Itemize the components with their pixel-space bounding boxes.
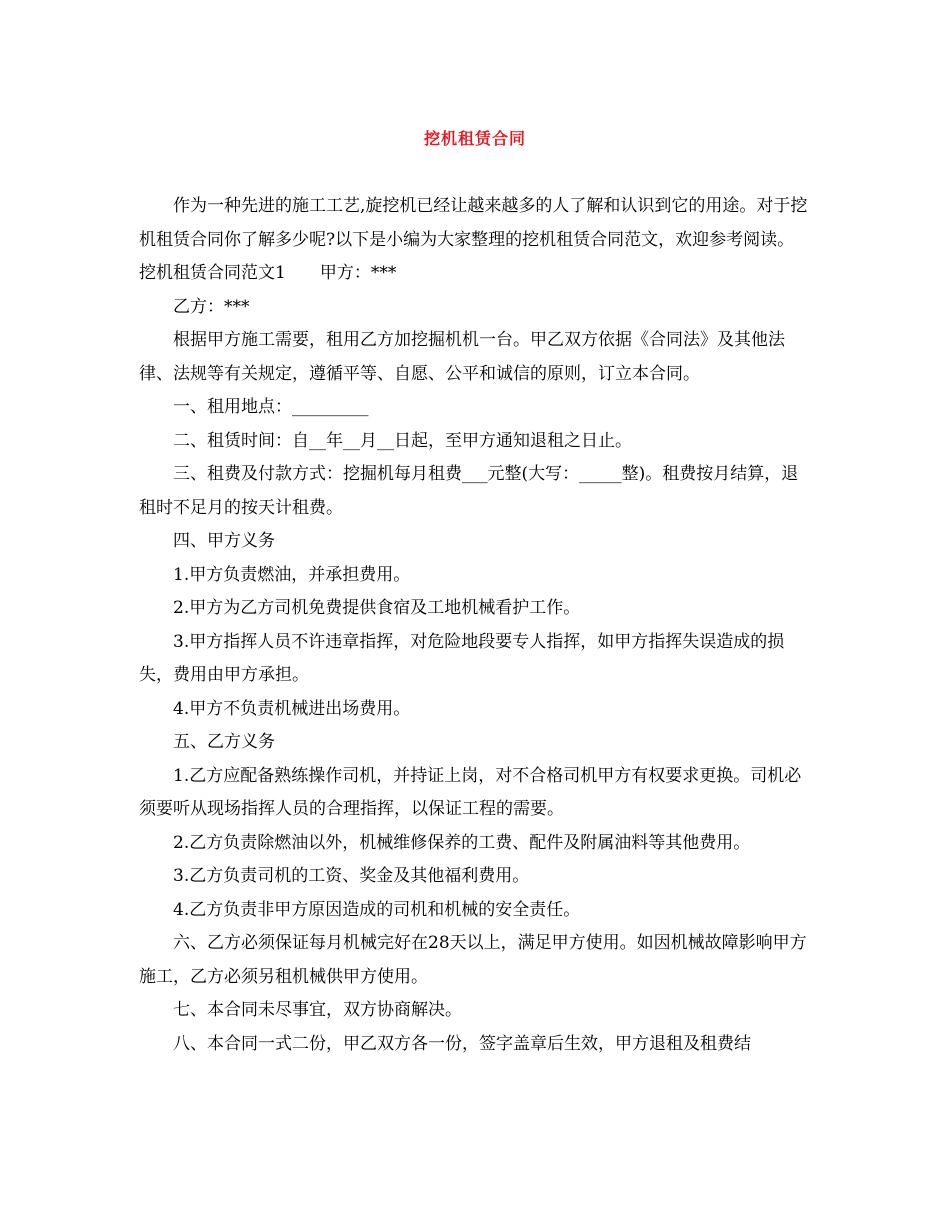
party-a-duty-1: 1.甲方负责燃油，并承担费用。: [173, 564, 411, 585]
party-b-duty-3: 3.乙方负责司机的工资、奖金及其他福利费用。: [173, 866, 530, 886]
sample-heading-line: [139, 257, 814, 291]
document-title: 挖机租赁合同: [423, 129, 526, 148]
party-a-duty-3: 3.甲方指挥人员不许违章指挥，对危险地段要专人指挥，如甲方指挥失误造成的损失，费用由甲方承担。: [139, 631, 785, 685]
preamble-paragraph: 根据甲方施工需要，租用乙方加挖掘机机一台。甲乙双方依据《合同法》及其他法律、法规等有关规定，遵循平等、自愿、公平和诚信的原则，订立本合同。: [139, 330, 785, 384]
section-party-a-duties: 四、甲方义务: [173, 531, 275, 551]
clause-eight: 八、本合同一式二份，甲乙双方各一份，签字盖章后生效，甲方退租及租费结: [173, 1033, 751, 1054]
clause-term: 二、租赁时间：自__年__月__日起，至甲方通知退租之日止。: [173, 430, 632, 451]
clause-location: 一、租用地点：_________: [173, 397, 369, 417]
party-b-duty-4: 4.乙方负责非甲方原因造成的司机和机械的安全责任。: [173, 899, 581, 920]
intro-paragraph: 作为一种先进的施工工艺,旋挖机已经让越来越多的人了解和认识到它的用途。对于挖机租赁合同你了解多少呢?以下是小编为大家整理的挖机租赁合同范文，欢迎参考阅读。: [139, 196, 808, 250]
sample-heading: 挖机租赁合同范文1: [139, 263, 286, 283]
clause-six: 六、乙方必须保证每月机械完好在28天以上，满足甲方使用。如因机械故障影响甲方施工，乙方必须另租机械供甲方使用。: [139, 933, 807, 987]
section-party-b-duties: 五、乙方义务: [173, 732, 275, 752]
party-b-duty-1: 1.乙方应配备熟练操作司机，并持证上岗，对不合格司机甲方有权要求更换。司机必须要听从现场指挥人员的合理指挥，以保证工程的需要。: [139, 765, 802, 819]
party-a-duty-2: 2.甲方为乙方司机免费提供食宿及工地机械看护工作。: [173, 598, 581, 618]
document-body: [139, 190, 814, 1061]
clause-seven: 七、本合同未尽事宜，双方协商解决。: [173, 1000, 462, 1020]
party-a: 甲方：***: [319, 263, 397, 283]
party-b: 乙方：***: [173, 296, 250, 317]
party-a-duty-4: 4.甲方不负责机械进出场费用。: [173, 698, 411, 719]
clause-fee: 三、租费及付款方式：挖掘机每月租费___元整(大写：_____整)。租费按月结算，退租时不足月的按天计租费。: [139, 464, 799, 518]
party-b-duty-2: 2.乙方负责除燃油以外，机械维修保养的工费、配件及附属油料等其他费用。: [173, 832, 751, 853]
